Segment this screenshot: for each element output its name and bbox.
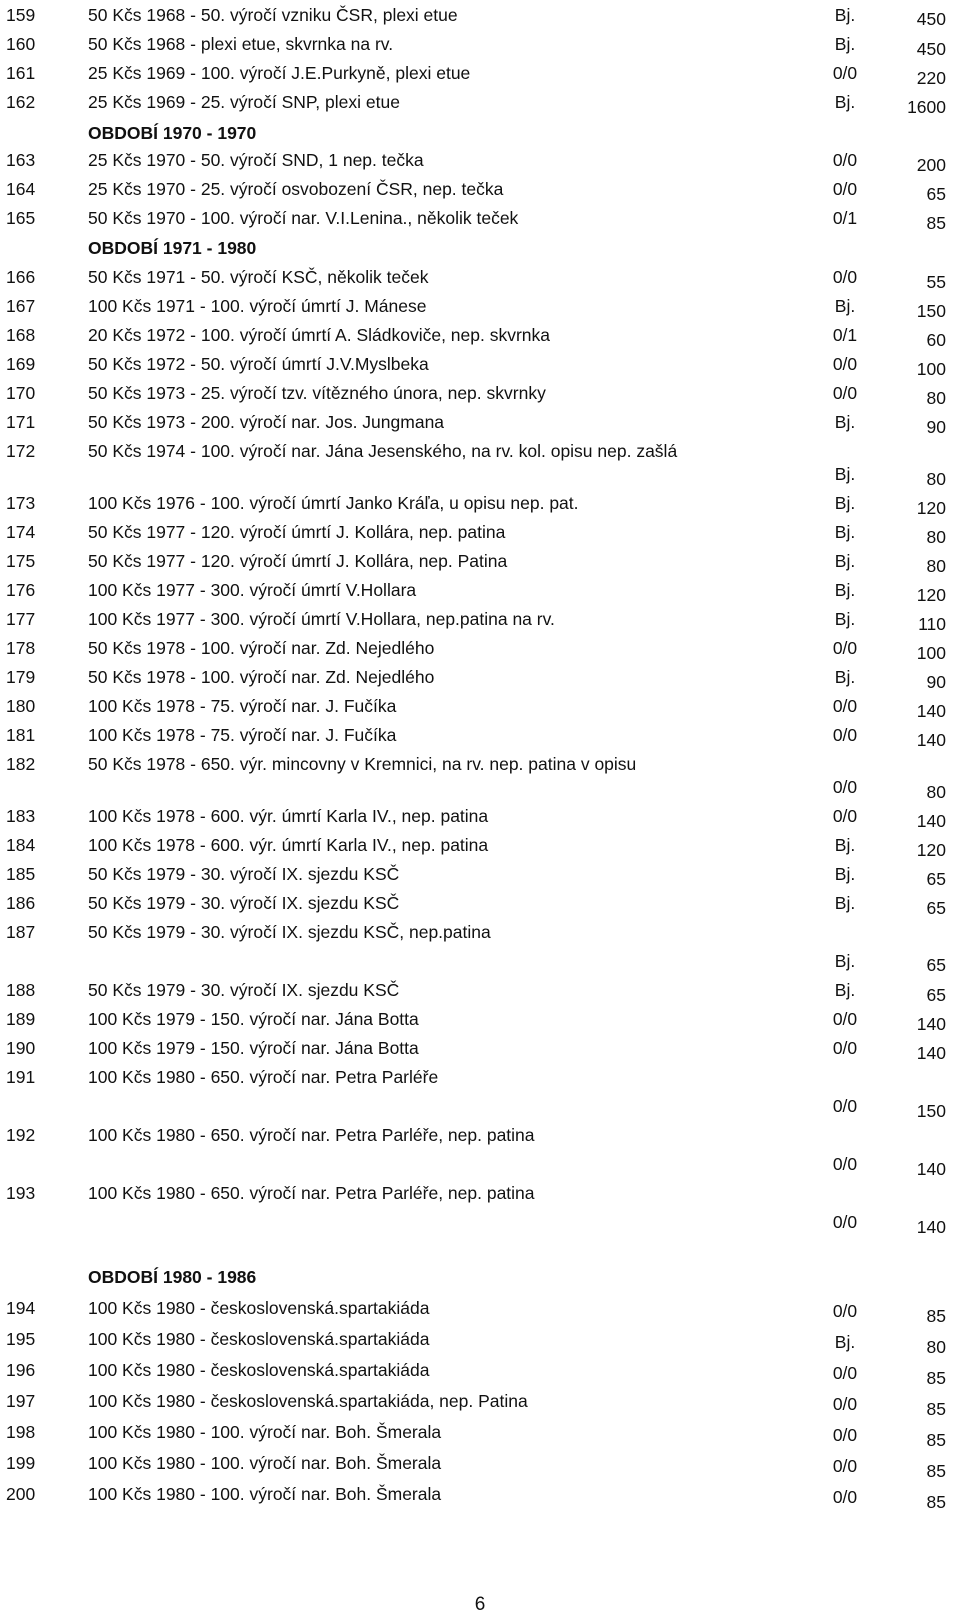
- item-price: 90: [926, 672, 946, 692]
- item-price: 65: [926, 985, 946, 1005]
- item-price: 80: [926, 469, 946, 489]
- item-condition: 0/0: [832, 383, 858, 403]
- item-description: 100 Kčs 1977 - 300. výročí úmrtí V.Hollara, nep.patina na rv.: [88, 609, 555, 629]
- item-description: 100 Kčs 1978 - 600. výr. úmrtí Karla IV., nep. patina: [88, 835, 489, 855]
- item-price: 65: [926, 955, 946, 975]
- item-condition: 0/0: [832, 1212, 858, 1232]
- item-description: 50 Kčs 1968 - plexi etue, skvrnka na rv.: [88, 34, 394, 54]
- item-description: 100 Kčs 1980 - československá.spartakiáda: [88, 1360, 430, 1380]
- item-condition: Bj.: [834, 296, 856, 316]
- item-condition: Bj.: [834, 609, 856, 629]
- item-description: 25 Kčs 1970 - 50. výročí SND, 1 nep. tečka: [88, 150, 424, 170]
- item-description: 100 Kčs 1980 - československá.spartakiáda, nep. Patina: [88, 1391, 528, 1411]
- item-description: 25 Kčs 1969 - 100. výročí J.E.Purkyně, plexi etue: [88, 63, 471, 83]
- item-price: 55: [926, 272, 946, 292]
- item-price: 90: [926, 417, 946, 437]
- item-number: 185: [6, 864, 36, 884]
- item-condition: Bj.: [834, 551, 856, 571]
- item-number: 168: [6, 325, 36, 345]
- item-description: 100 Kčs 1976 - 100. výročí úmrtí Janko Kráľa, u opisu nep. pat.: [88, 493, 579, 513]
- item-condition: Bj.: [834, 580, 856, 600]
- item-description: 50 Kčs 1977 - 120. výročí úmrtí J. Kollára, nep. Patina: [88, 551, 508, 571]
- item-number: 196: [6, 1360, 36, 1380]
- item-number: 183: [6, 806, 36, 826]
- item-condition: Bj.: [834, 980, 856, 1000]
- item-description: 25 Kčs 1969 - 25. výročí SNP, plexi etue: [88, 92, 400, 112]
- item-description: 50 Kčs 1973 - 200. výročí nar. Jos. Jungmana: [88, 412, 445, 432]
- item-price: 150: [916, 1101, 946, 1121]
- item-condition: Bj.: [834, 893, 856, 913]
- item-condition: 0/0: [832, 1038, 858, 1058]
- item-price: 65: [926, 898, 946, 918]
- item-description: 50 Kčs 1978 - 100. výročí nar. Zd. Nejedlého: [88, 667, 435, 687]
- item-condition: Bj.: [834, 464, 856, 484]
- item-price: 85: [926, 1492, 946, 1512]
- item-number: 172: [6, 441, 36, 461]
- item-description: 100 Kčs 1978 - 75. výročí nar. J. Fučíka: [88, 725, 397, 745]
- item-condition: Bj.: [834, 864, 856, 884]
- section-heading: OBDOBÍ 1970 - 1970: [88, 123, 257, 143]
- item-number: 188: [6, 980, 36, 1000]
- item-number: 179: [6, 667, 36, 687]
- item-description: 50 Kčs 1977 - 120. výročí úmrtí J. Kollára, nep. patina: [88, 522, 506, 542]
- item-price: 85: [926, 1306, 946, 1326]
- item-description: 100 Kčs 1980 - 100. výročí nar. Boh. Šmerala: [88, 1422, 442, 1442]
- item-number: 167: [6, 296, 36, 316]
- item-number: 194: [6, 1298, 36, 1318]
- item-description: 100 Kčs 1979 - 150. výročí nar. Jána Botta: [88, 1038, 419, 1058]
- item-description: 50 Kčs 1970 - 100. výročí nar. V.I.Lenina., několik teček: [88, 208, 519, 228]
- item-price: 140: [916, 1014, 946, 1034]
- item-condition: Bj.: [834, 493, 856, 513]
- section-heading: OBDOBÍ 1980 - 1986: [88, 1267, 257, 1287]
- item-price: 140: [916, 1159, 946, 1179]
- item-description: 50 Kčs 1979 - 30. výročí IX. sjezdu KSČ, nep.patina: [88, 922, 491, 942]
- item-price: 85: [926, 213, 946, 233]
- item-condition: Bj.: [834, 522, 856, 542]
- item-price: 65: [926, 869, 946, 889]
- item-condition: 0/0: [832, 267, 858, 287]
- item-description: 50 Kčs 1979 - 30. výročí IX. sjezdu KSČ: [88, 893, 400, 913]
- item-condition: 0/0: [832, 1301, 858, 1321]
- item-description: 50 Kčs 1979 - 30. výročí IX. sjezdu KSČ: [88, 864, 400, 884]
- item-description: 20 Kčs 1972 - 100. výročí úmrtí A. Sládkoviče, nep. skvrnka: [88, 325, 551, 345]
- item-condition: 0/0: [832, 1154, 858, 1174]
- item-description: 100 Kčs 1978 - 600. výr. úmrtí Karla IV., nep. patina: [88, 806, 489, 826]
- item-price: 85: [926, 1368, 946, 1388]
- item-price: 140: [916, 730, 946, 750]
- item-description: 50 Kčs 1973 - 25. výročí tzv. vítězného února, nep. skvrnky: [88, 383, 546, 403]
- item-number: 192: [6, 1125, 36, 1145]
- item-condition: 0/0: [832, 1363, 858, 1383]
- item-condition: 0/0: [832, 1096, 858, 1116]
- item-number: 173: [6, 493, 36, 513]
- page-number: 6: [474, 1594, 486, 1615]
- item-condition: 0/1: [832, 325, 858, 345]
- item-condition: Bj.: [834, 1332, 856, 1352]
- item-price: 85: [926, 1461, 946, 1481]
- item-price: 140: [916, 701, 946, 721]
- item-number: 175: [6, 551, 36, 571]
- item-number: 174: [6, 522, 36, 542]
- item-price: 80: [926, 556, 946, 576]
- item-price: 220: [916, 68, 946, 88]
- item-description: 100 Kčs 1980 - 650. výročí nar. Petra Parléře: [88, 1067, 439, 1087]
- item-description: 100 Kčs 1980 - 650. výročí nar. Petra Parléře, nep. patina: [88, 1183, 535, 1203]
- item-number: 190: [6, 1038, 36, 1058]
- item-condition: 0/0: [832, 179, 858, 199]
- item-description: 50 Kčs 1972 - 50. výročí úmrtí J.V.Myslbeka: [88, 354, 429, 374]
- item-number: 177: [6, 609, 36, 629]
- item-condition: 0/0: [832, 1456, 858, 1476]
- item-description: 25 Kčs 1970 - 25. výročí osvobození ČSR, nep. tečka: [88, 179, 504, 199]
- item-number: 200: [6, 1484, 36, 1504]
- item-number: 189: [6, 1009, 36, 1029]
- item-condition: 0/0: [832, 638, 858, 658]
- item-number: 182: [6, 754, 36, 774]
- item-number: 178: [6, 638, 36, 658]
- item-number: 164: [6, 179, 36, 199]
- item-number: 161: [6, 63, 36, 83]
- item-price: 85: [926, 1399, 946, 1419]
- item-condition: Bj.: [834, 5, 856, 25]
- item-price: 120: [916, 840, 946, 860]
- item-price: 140: [916, 1217, 946, 1237]
- item-description: 100 Kčs 1980 - československá.spartakiáda: [88, 1329, 430, 1349]
- item-number: 166: [6, 267, 36, 287]
- item-number: 181: [6, 725, 36, 745]
- item-description: 100 Kčs 1971 - 100. výročí úmrtí J. Mánese: [88, 296, 427, 316]
- item-number: 160: [6, 34, 36, 54]
- item-condition: 0/0: [832, 696, 858, 716]
- item-condition: 0/1: [832, 208, 858, 228]
- item-number: 165: [6, 208, 36, 228]
- item-number: 171: [6, 412, 36, 432]
- item-number: 184: [6, 835, 36, 855]
- item-price: 80: [926, 782, 946, 802]
- item-price: 450: [916, 39, 946, 59]
- item-description: 100 Kčs 1980 - 100. výročí nar. Boh. Šmerala: [88, 1484, 442, 1504]
- item-price: 200: [916, 155, 946, 175]
- item-price: 85: [926, 1430, 946, 1450]
- item-number: 176: [6, 580, 36, 600]
- item-description: 50 Kčs 1968 - 50. výročí vzniku ČSR, plexi etue: [88, 5, 458, 25]
- item-number: 197: [6, 1391, 36, 1411]
- item-price: 140: [916, 1043, 946, 1063]
- item-condition: Bj.: [834, 34, 856, 54]
- item-price: 100: [916, 643, 946, 663]
- item-number: 191: [6, 1067, 36, 1087]
- item-price: 120: [916, 585, 946, 605]
- item-number: 169: [6, 354, 36, 374]
- item-description: 50 Kčs 1978 - 650. výr. mincovny v Kremnici, na rv. nep. patina v opisu: [88, 754, 637, 774]
- item-number: 162: [6, 92, 36, 112]
- item-condition: Bj.: [834, 667, 856, 687]
- item-number: 159: [6, 5, 36, 25]
- item-condition: 0/0: [832, 1487, 858, 1507]
- item-price: 80: [926, 527, 946, 547]
- item-description: 50 Kčs 1978 - 100. výročí nar. Zd. Nejedlého: [88, 638, 435, 658]
- item-price: 120: [916, 498, 946, 518]
- item-condition: 0/0: [832, 354, 858, 374]
- item-description: 50 Kčs 1979 - 30. výročí IX. sjezdu KSČ: [88, 980, 400, 1000]
- item-price: 60: [926, 330, 946, 350]
- item-price: 450: [916, 9, 946, 29]
- item-number: 180: [6, 696, 36, 716]
- item-description: 100 Kčs 1980 - 650. výročí nar. Petra Parléře, nep. patina: [88, 1125, 535, 1145]
- item-condition: 0/0: [832, 1009, 858, 1029]
- item-number: 199: [6, 1453, 36, 1473]
- item-condition: 0/0: [832, 777, 858, 797]
- item-condition: 0/0: [832, 1394, 858, 1414]
- item-condition: Bj.: [834, 412, 856, 432]
- item-condition: 0/0: [832, 725, 858, 745]
- item-number: 163: [6, 150, 36, 170]
- item-number: 195: [6, 1329, 36, 1349]
- item-price: 80: [926, 1337, 946, 1357]
- item-description: 100 Kčs 1978 - 75. výročí nar. J. Fučíka: [88, 696, 397, 716]
- item-description: 100 Kčs 1980 - 100. výročí nar. Boh. Šmerala: [88, 1453, 442, 1473]
- item-condition: Bj.: [834, 92, 856, 112]
- item-condition: 0/0: [832, 806, 858, 826]
- item-condition: Bj.: [834, 835, 856, 855]
- item-price: 80: [926, 388, 946, 408]
- section-heading: OBDOBÍ 1971 - 1980: [88, 238, 257, 258]
- item-price: 150: [916, 301, 946, 321]
- item-price: 65: [926, 184, 946, 204]
- item-description: 100 Kčs 1979 - 150. výročí nar. Jána Botta: [88, 1009, 419, 1029]
- item-price: 1600: [907, 97, 946, 117]
- item-price: 100: [916, 359, 946, 379]
- item-condition: 0/0: [832, 63, 858, 83]
- item-price: 110: [918, 614, 946, 634]
- item-number: 187: [6, 922, 36, 942]
- item-description: 50 Kčs 1971 - 50. výročí KSČ, několik teček: [88, 267, 429, 287]
- item-number: 186: [6, 893, 36, 913]
- item-description: 100 Kčs 1977 - 300. výročí úmrtí V.Hollara: [88, 580, 417, 600]
- item-price: 140: [916, 811, 946, 831]
- item-condition: 0/0: [832, 150, 858, 170]
- item-description: 50 Kčs 1974 - 100. výročí nar. Jána Jesenského, na rv. kol. opisu nep. zašlá: [88, 441, 678, 461]
- item-number: 193: [6, 1183, 36, 1203]
- item-number: 170: [6, 383, 36, 403]
- item-condition: Bj.: [834, 951, 856, 971]
- item-number: 198: [6, 1422, 36, 1442]
- item-condition: 0/0: [832, 1425, 858, 1445]
- item-description: 100 Kčs 1980 - československá.spartakiáda: [88, 1298, 430, 1318]
